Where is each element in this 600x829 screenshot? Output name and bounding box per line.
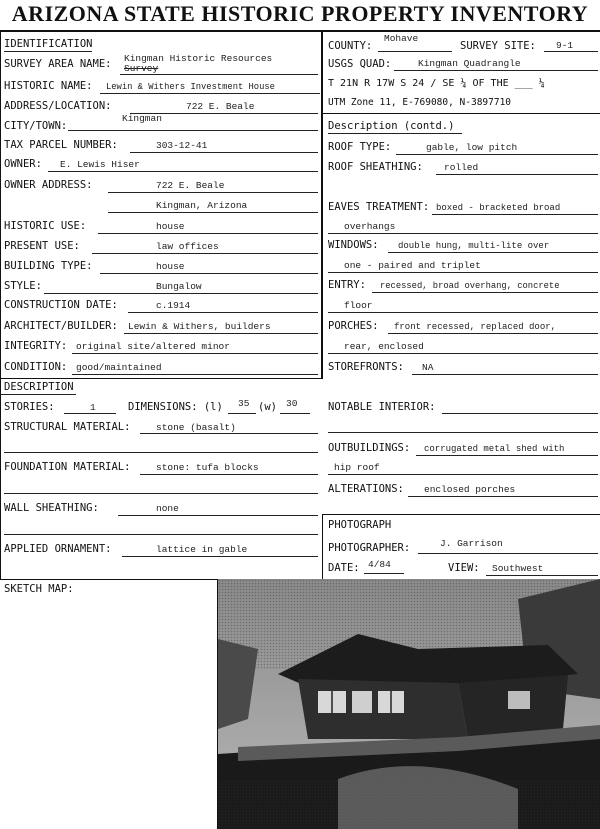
address-label: ADDRESS/LOCATION: (4, 100, 112, 112)
structural-material-line-2 (4, 452, 318, 453)
utm-coordinates: UTM Zone 11, E-769080, N-3897710 (328, 97, 512, 108)
construction-date-line (128, 312, 318, 313)
roof-sheathing-value: rolled (444, 162, 479, 173)
outbuildings-value: corrugated metal shed with (424, 444, 565, 454)
historic-use-line (98, 233, 318, 234)
title-rule (0, 30, 600, 32)
dimensions-width-line (280, 413, 310, 414)
address-value: 722 E. Beale (186, 101, 255, 112)
house-photo-illustration (218, 579, 600, 829)
structural-material-value: stone (basalt) (156, 422, 236, 433)
outbuildings-value-2: hip roof (334, 462, 380, 473)
style-label: STYLE: (4, 280, 42, 292)
county-line (378, 51, 452, 52)
present-use-label: PRESENT USE: (4, 240, 80, 252)
outbuildings-line (416, 455, 598, 456)
roof-sheathing-line (436, 174, 598, 175)
notable-interior-line (442, 413, 598, 414)
owner-address-label: OWNER ADDRESS: (4, 179, 93, 191)
photo-date-line (364, 573, 404, 574)
parcel-label: TAX PARCEL NUMBER: (4, 139, 118, 151)
storefronts-line (412, 374, 598, 375)
survey-site-line (544, 51, 598, 52)
owner-line (48, 171, 318, 172)
outbuildings-label: OUTBUILDINGS: (328, 442, 411, 454)
wall-sheathing-line-2 (4, 534, 318, 535)
wall-sheathing-line (118, 515, 318, 516)
eaves-line (432, 214, 598, 215)
wall-sheathing-value: none (156, 503, 179, 514)
photo-date-value: 4/84 (368, 559, 391, 570)
structural-material-label: STRUCTURAL MATERIAL: (4, 421, 131, 433)
owner-value: E. Lewis Hiser (60, 159, 140, 170)
identification-heading: IDENTIFICATION (4, 38, 93, 50)
present-use-value: law offices (156, 241, 219, 252)
stories-label: STORIES: (4, 401, 55, 413)
porches-label: PORCHES: (328, 320, 379, 332)
stories-line (64, 413, 116, 414)
entry-label: ENTRY: (328, 279, 366, 291)
wall-sheathing-label: WALL SHEATHING: (4, 502, 99, 514)
notable-interior-label: NOTABLE INTERIOR: (328, 401, 436, 413)
left-border (0, 30, 1, 579)
historic-use-value: house (156, 221, 185, 232)
roof-type-line (396, 154, 598, 155)
porches-line-2 (328, 353, 598, 354)
survey-site-label: SURVEY SITE: (460, 40, 536, 52)
survey-area-value-2: Survey (124, 63, 159, 74)
dimensions-length-line (228, 413, 256, 414)
eaves-value-2: overhangs (344, 221, 396, 232)
roof-sheathing-label: ROOF SHEATHING: (328, 161, 423, 173)
style-line (44, 293, 318, 294)
city-line (68, 130, 318, 131)
photographer-label: PHOTOGRAPHER: (328, 542, 411, 554)
county-label: COUNTY: (328, 40, 373, 52)
style-value: Bungalow (156, 281, 202, 292)
construction-date-label: CONSTRUCTION DATE: (4, 299, 118, 311)
dimensions-width: 30 (286, 398, 298, 409)
usgs-quad-line (394, 70, 598, 71)
porches-value: front recessed, replaced door, (394, 322, 557, 332)
condition-value: good/maintained (76, 362, 162, 373)
photographer-value: J. Garrison (440, 538, 503, 549)
integrity-value: original site/altered minor (76, 341, 230, 352)
view-line (486, 575, 598, 576)
identification-right-border (321, 30, 323, 378)
parcel-line (130, 152, 318, 153)
photograph-heading: PHOTOGRAPH (328, 519, 392, 531)
alterations-line (408, 496, 598, 497)
photo-section-rule (322, 514, 600, 515)
dimensions-label: DIMENSIONS: (l) (128, 401, 223, 413)
porches-line (388, 333, 598, 334)
survey-area-value: Kingman Historic Resources (124, 53, 273, 64)
county-value: Mohave (384, 33, 419, 44)
owner-address-line (108, 192, 318, 193)
form-title: ARIZONA STATE HISTORIC PROPERTY INVENTORY (11, 1, 589, 26)
applied-ornament-label: APPLIED ORNAMENT: (4, 543, 112, 555)
architect-value: Lewin & Withers, builders (128, 321, 271, 332)
windows-value-2: one - paired and triplet (344, 260, 481, 271)
integrity-label: INTEGRITY: (4, 340, 68, 352)
windows-label: WINDOWS: (328, 239, 379, 251)
description-heading: DESCRIPTION (4, 381, 74, 393)
survey-site-value: 9-1 (556, 40, 574, 51)
stories-value: 1 (90, 402, 96, 413)
foundation-material-value: stone: tufa blocks (156, 462, 259, 473)
windows-line (388, 252, 598, 253)
building-type-value: house (156, 261, 185, 272)
photo-date-label: DATE: (328, 562, 360, 574)
roof-type-value: gable, low pitch (426, 142, 518, 153)
condition-line (72, 374, 318, 375)
survey-area-line (120, 74, 318, 75)
entry-value: recessed, broad overhang, concrete (380, 281, 560, 291)
usgs-quad-label: USGS QUAD: (328, 58, 392, 70)
integrity-line (72, 353, 318, 354)
view-label: VIEW: (448, 562, 480, 574)
description-heading-underline (0, 394, 76, 395)
porches-value-2: rear, enclosed (344, 341, 424, 352)
applied-ornament-value: lattice in gable (156, 544, 248, 555)
foundation-material-line (140, 474, 318, 475)
building-type-line (100, 273, 318, 274)
outbuildings-line-2 (328, 474, 598, 475)
foundation-material-line-2 (4, 493, 318, 494)
owner-address-value-2: Kingman, Arizona (156, 200, 248, 211)
view-value: Southwest (492, 563, 544, 574)
alterations-label: ALTERATIONS: (328, 483, 404, 495)
house-photo (218, 579, 600, 829)
location-bottom-rule (322, 113, 600, 114)
photographer-line (418, 553, 598, 554)
entry-value-2: floor (344, 300, 373, 311)
alterations-value: enclosed porches (424, 484, 516, 495)
historic-name-line (100, 93, 320, 94)
windows-line-2 (328, 272, 598, 273)
dimensions-length: 35 (238, 398, 250, 409)
present-use-line (92, 253, 318, 254)
dimensions-width-label: (w) (258, 401, 277, 413)
historic-use-label: HISTORIC USE: (4, 220, 87, 232)
eaves-value: boxed - bracketed broad (436, 203, 561, 213)
historic-name-value: Lewin & Withers Investment House (106, 82, 275, 92)
description-contd-underline (328, 133, 462, 134)
identification-heading-underline (4, 51, 92, 52)
owner-address-value: 722 E. Beale (156, 180, 225, 191)
city-label: CITY/TOWN: (4, 120, 68, 132)
owner-label: OWNER: (4, 158, 42, 170)
description-contd-heading: Description (contd.) (328, 120, 455, 132)
windows-value: double hung, multi-lite over (398, 241, 550, 251)
foundation-material-label: FOUNDATION MATERIAL: (4, 461, 131, 473)
photo-section-left (322, 514, 323, 579)
applied-ornament-line (122, 556, 318, 557)
storefronts-label: STOREFRONTS: (328, 361, 404, 373)
owner-address-line-2 (108, 212, 318, 213)
notable-interior-line-2 (328, 432, 598, 433)
sketch-map-label: SKETCH MAP: (4, 583, 74, 595)
historic-name-label: HISTORIC NAME: (4, 80, 93, 92)
entry-line (372, 292, 598, 293)
usgs-quad-value: Kingman Quadrangle (418, 58, 521, 69)
township-range: T 21N R 17W S 24 / SE ¼ OF THE ___ ¼ (328, 78, 545, 89)
roof-type-label: ROOF TYPE: (328, 141, 392, 153)
survey-area-label: SURVEY AREA NAME: (4, 58, 112, 70)
structural-material-line (140, 433, 318, 434)
parcel-value: 303-12-41 (156, 140, 208, 151)
city-value: Kingman (122, 113, 162, 124)
architect-label: ARCHITECT/BUILDER: (4, 320, 118, 332)
construction-date-value: c.1914 (156, 300, 191, 311)
building-type-label: BUILDING TYPE: (4, 260, 93, 272)
architect-line (124, 333, 318, 334)
eaves-line-2 (328, 233, 598, 234)
eaves-label: EAVES TREATMENT: (328, 201, 430, 213)
storefronts-value: NA (422, 362, 434, 373)
identification-bottom-rule (0, 378, 323, 379)
condition-label: CONDITION: (4, 361, 68, 373)
entry-line-2 (328, 312, 598, 313)
